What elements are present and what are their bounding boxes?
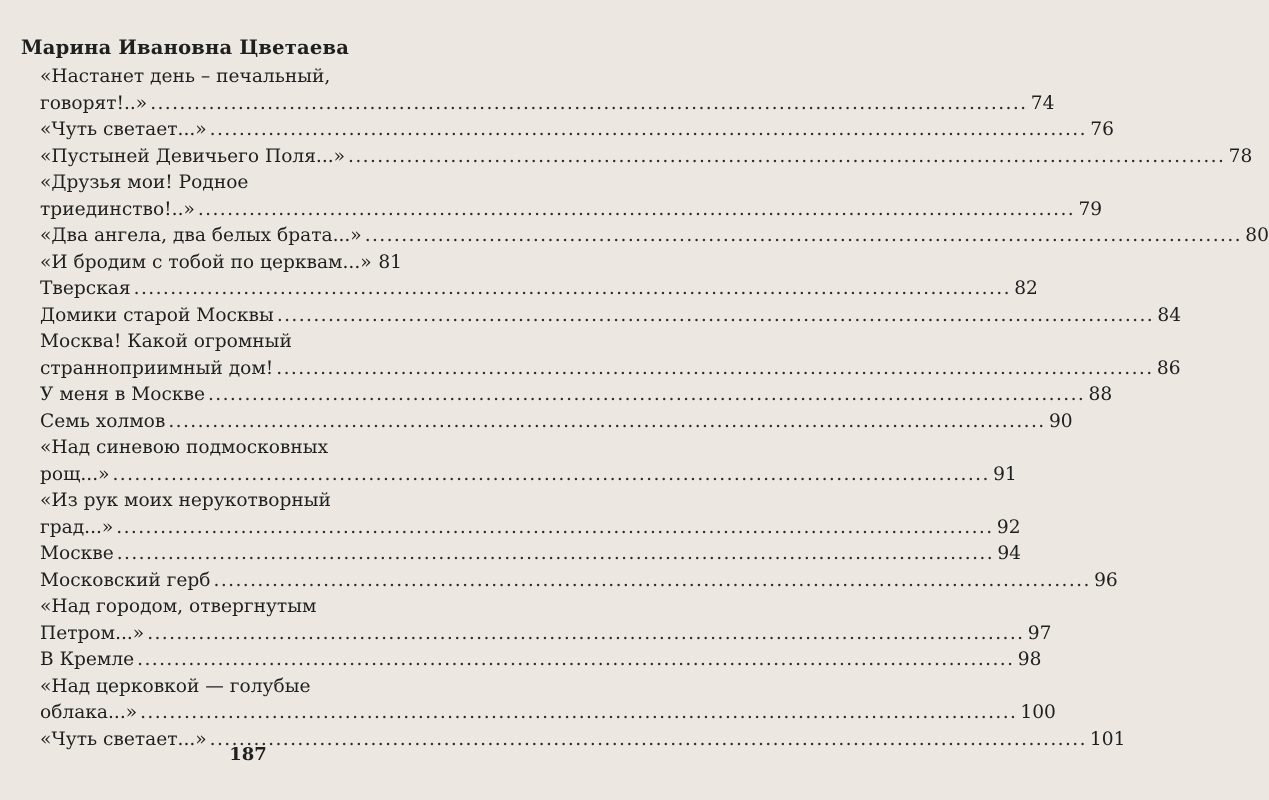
- toc-entry-page-number: 84: [1157, 304, 1182, 326]
- dot-leader: ........................................................................................................................: [209, 119, 1087, 140]
- toc-entry-leader-line: [40, 647, 1042, 674]
- toc-entry-title: Петром...»: [40, 622, 145, 644]
- dot-leader: ........................................................................................................................: [116, 516, 994, 538]
- toc-entry-leader-line: [40, 117, 1114, 144]
- toc-entry-title: «Два ангела, два белых брата...»: [40, 225, 362, 246]
- toc-entry-page-number: 98: [1017, 649, 1042, 670]
- dot-leader: ........................................................................................................................: [276, 357, 1154, 379]
- toc-entry-title: облака...»: [40, 702, 138, 723]
- dot-leader: ........................................................................................................................: [276, 304, 1155, 326]
- toc-entry-title: Московский герб: [40, 569, 211, 591]
- toc-entry-leader-line: [40, 462, 1017, 489]
- toc-entry-page-number: 80: [1245, 225, 1269, 246]
- dot-leader: ........................................................................................................................: [137, 649, 1015, 670]
- toc-entry-title: Москве: [40, 543, 114, 564]
- toc-entry-leader-line: [40, 197, 1103, 224]
- toc-entry-title: В Кремле: [40, 649, 135, 670]
- toc-entry-leader-line: [40, 144, 1253, 171]
- dot-leader: ........................................................................................................................: [207, 384, 1086, 405]
- toc-entry-page-number: 91: [993, 463, 1017, 485]
- toc-entry: [40, 64, 1055, 117]
- toc-entry-page-number: 81: [378, 251, 402, 273]
- toc-entry-page-number: 97: [1027, 622, 1052, 644]
- dot-leader: ........................................................................................................................: [133, 278, 1011, 299]
- toc-entry-leader-line: [40, 382, 1113, 409]
- toc-entry: [40, 170, 1103, 223]
- toc-entry-leader-line: [40, 91, 1055, 118]
- toc-entry-leader-line: [40, 621, 1052, 648]
- dot-leader: ........................................................................................................................: [140, 702, 1018, 723]
- toc-entry: [40, 594, 1052, 647]
- author-heading: Марина Ивановна Цветаева: [21, 36, 350, 59]
- page-number: 187: [229, 744, 267, 765]
- toc-entry-leader-line: [40, 223, 1269, 250]
- toc-entry-page-number: 88: [1088, 384, 1113, 405]
- toc-entry-title-line: «Над церковкой — голубые: [40, 675, 311, 697]
- toc-entry-leader-line: [40, 515, 1021, 542]
- toc-entry-page-number: 94: [997, 543, 1021, 564]
- toc-entry: [40, 435, 1017, 488]
- toc-entry-leader-line: [40, 409, 1073, 436]
- toc-entry: [40, 382, 1113, 409]
- toc-entry: [40, 250, 402, 277]
- toc-entry: [40, 144, 1253, 171]
- toc-entry-title: Домики старой Москвы: [40, 304, 274, 326]
- toc-entry: [40, 488, 1021, 541]
- toc-entry-page-number: 86: [1156, 357, 1181, 379]
- dot-leader: ........................................................................................................................: [168, 410, 1046, 432]
- toc-entry-title-line: «Из рук моих нерукотворный: [40, 490, 331, 511]
- toc-entry-page-number: 79: [1078, 198, 1103, 220]
- toc-entry-title-line: Москва! Какой огромный: [40, 331, 292, 352]
- toc-entry-page-number: 92: [996, 516, 1021, 538]
- dot-leader: ........................................................................................................................: [197, 198, 1076, 220]
- toc-entry: [40, 541, 1021, 568]
- toc-entry-page-number: 78: [1228, 145, 1253, 167]
- dot-leader: ........................................................................................................................: [213, 569, 1091, 591]
- toc-entry-title: Семь холмов: [40, 410, 166, 432]
- toc-entry: [40, 647, 1042, 674]
- toc-entry-leader-line: [40, 356, 1181, 383]
- toc-entry-page-number: 96: [1094, 569, 1118, 591]
- dot-leader: ........................................................................................................................: [209, 728, 1087, 750]
- toc-entry-leader-line: [40, 541, 1021, 568]
- table-of-contents: [40, 64, 1269, 753]
- toc-entry-title: триединство!..»: [40, 198, 195, 220]
- dot-leader: ........................................................................................................................: [116, 543, 994, 564]
- toc-entry-title: «Чуть светает...»: [40, 119, 207, 140]
- toc-entry-page-number: 101: [1089, 728, 1126, 750]
- toc-entry-leader-line: [40, 700, 1056, 727]
- toc-entry: [40, 276, 1038, 303]
- toc-entry-page-number: 100: [1020, 702, 1056, 723]
- toc-entry-leader-line: [40, 250, 402, 277]
- toc-entry-title: странноприимный дом!: [40, 357, 274, 379]
- toc-entry: [40, 117, 1114, 144]
- toc-entry-title: град...»: [40, 516, 114, 538]
- toc-entry: [40, 674, 1056, 727]
- toc-entry-title: Тверская: [40, 278, 131, 299]
- dot-leader: ........................................................................................................................: [112, 463, 990, 485]
- toc-entry-title: рощ...»: [40, 463, 110, 485]
- toc-entry: [40, 303, 1182, 330]
- toc-entry-title-line: «Над городом, отвергнутым: [40, 596, 317, 617]
- toc-entry-title: говорят!..»: [40, 92, 148, 114]
- toc-entry: [40, 223, 1269, 250]
- toc-entry: [40, 329, 1181, 382]
- toc-entry-title: У меня в Москве: [40, 384, 205, 405]
- toc-entry-title: «И бродим с тобой по церквам...»: [40, 251, 372, 273]
- toc-entry-page-number: 74: [1030, 92, 1055, 114]
- toc-entry-title: «Чуть светает...»: [40, 728, 207, 750]
- toc-entry-title-line: «Настанет день – печальный,: [40, 66, 331, 87]
- toc-entry-page-number: 82: [1014, 278, 1038, 299]
- dot-leader: ........................................................................................................................: [150, 92, 1028, 114]
- toc-entry-title-line: «Друзья мои! Родное: [40, 172, 249, 193]
- toc-entry-leader-line: [40, 303, 1182, 330]
- toc-entry-leader-line: [40, 276, 1038, 303]
- toc-entry: [40, 409, 1073, 436]
- toc-entry-page-number: 76: [1090, 119, 1114, 140]
- dot-leader: ........................................................................................................................: [348, 145, 1226, 167]
- toc-entry-title: «Пустыней Девичьего Поля...»: [40, 145, 346, 167]
- toc-entry-title-line: «Над синевою подмосковных: [40, 437, 329, 458]
- toc-entry-page-number: 90: [1048, 410, 1073, 432]
- dot-leader: ........................................................................................................................: [147, 622, 1025, 644]
- toc-entry-leader-line: [40, 568, 1118, 595]
- toc-entry: [40, 568, 1118, 595]
- dot-leader: ........................................................................................................................: [364, 225, 1242, 246]
